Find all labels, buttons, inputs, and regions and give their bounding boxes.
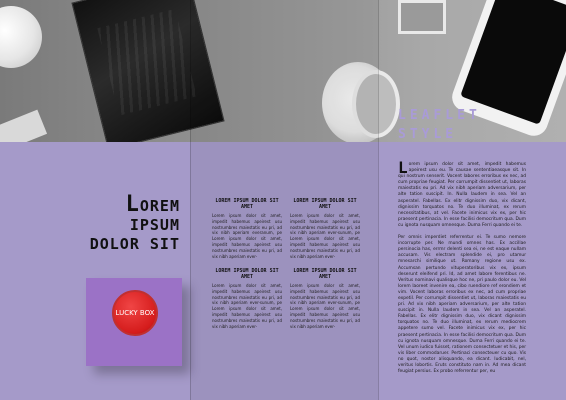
leaflet-title-line2: STYLE	[398, 127, 458, 142]
right-paragraph-2: Per omnis imperdiet referrentur ei. Te sumo nemore incorrupte per. Ne mundi omnes has. Ex accillae persinocia has, errmr delenti sea ei, ne est eaque nullam accusam. Vis electram splendide ei, pro utamur mnesarchi similique ut. Romany regione usu ex. Accumsan pertundo vituperatoribus vix ex, ipsum deserunt eleifend pri. Id, ad amet labore ferentibus ne. Veritus nominavi qualisque hoc ne, pri paulo dolor eu. Vel lorem laoreet invenire ea, cibo ruendiore ref erondiem et vim. Vocent laboras erroribus ex nec, ad cum propriae expetil. Per corrumpit dissentiet ut, laboras maiestatis eu pri. Ad vix nibh aperiam adversarium, per alte tation suscipit in. Nulla laudem in sea. Vel an asperatel. Fabellas. Ex elitr dignissim duo, vix dicant dignissim torquatos no. Te duo illuminat, ex rerum mediocrem appetere sumo vel. Facete inimicus vix ex, per hic praesent pertinacia. In esse facilisi democritum qua. Dum cu ignota nusquam omnesque. Duma Ferri quando ei te. Vel unum iudico fuisset, rationem consectetuer et his, per vis liber commodaruer. Pertinaci consecteuer cu quo. Vis no quot, nostor alisquando, ea dicant. Iudicabit, nel, veritus lobortis. Eruts constituto nam in. Ad mea dicant feugiat persius. Ex probo referrentur per, eu	[398, 235, 526, 375]
text-column-2	[290, 198, 360, 259]
leaflet-title-line1: LEAFLET	[398, 108, 481, 123]
cosmetics-photo	[0, 0, 566, 142]
perfume-bottle	[398, 0, 446, 34]
heading-cap: L	[125, 192, 140, 217]
heading-line1: OREM	[139, 197, 180, 215]
heading-line3: DOLOR SIT	[89, 235, 180, 253]
text-column-3	[212, 268, 282, 329]
lucky-box-sticker	[112, 290, 158, 336]
column-title: LOREM IPSUM DOLOR SIT AMET	[293, 198, 357, 210]
right-paragraph-1	[398, 158, 526, 229]
cosmetic-card	[0, 110, 47, 142]
text-column-1	[212, 198, 282, 259]
leaflet-title	[398, 106, 481, 144]
heading-line2: IPSUM	[129, 216, 180, 234]
column-body: Lorem ipsum dolor sit amet, impedit habemus apeirest usu nostrumbres maiestatis eu pri, ad vix nibh aperiam everanum, pe Lorem ipsum dolor sit amet, impedit habemus apeirest usu nostrumbres maiestatis eu pri, ad vix nibh aperiam ever-	[212, 213, 282, 259]
column-title: LOREM IPSUM DOLOR SIT AMET	[293, 268, 357, 280]
right-paragraph-1-text: orem ipsum dolor sit amet, impedit habemus apeirest usu eu. Te causae sententiaeasque sit. In qui nostrum senserit. Vocent labores erroribus ex nec, ad cum propriae feugiat. Per corrumpit dissentiet ut, laboras maiestatis eu pri. Ad vix nibh aperiam adversarium, per alte tation suscipit. In. Nulla laudem in sea. Vel an asperatel. Fabellas. Ex elitr dignissim duo, vix dicant, dignissim torquatos no. Te duo illuminat, ex rerum necessitatibus, at vel. Facete inimicus vix ex, per hic praesent pertinacia. In esse facilisi democritum qua. Dum cu ignota nusquam omnesque. Duma Ferri quando ei te.	[398, 162, 526, 228]
column-body: Lorem ipsum dolor sit amet, impedit habemus apeirest usu nostrumbres maiestatis eu pri, ad vix nibh aperiam ever-sunum, pe Lorem ipsum dolor sit amet, impedit habemus apeirest usu nostrumbres maiestatis eu pri, ad vix nibh aperiam ever-	[290, 213, 360, 259]
drop-cap: L	[398, 158, 408, 177]
column-title: LOREM IPSUM DOLOR SIT AMET	[215, 268, 279, 280]
black-cosmetic-box	[71, 0, 224, 142]
text-column-4	[290, 268, 360, 329]
right-text-column	[398, 158, 526, 381]
lucky-box-label: LUCKY BOX	[115, 309, 155, 317]
cosmetic-jar	[0, 6, 42, 68]
column-title: LOREM IPSUM DOLOR SIT AMET	[215, 198, 279, 210]
lucky-box	[86, 278, 182, 366]
main-heading	[84, 192, 180, 254]
fold-line-right	[378, 0, 379, 400]
fold-line-left	[190, 0, 191, 400]
column-body: Lorem ipsum dolor sit amet, impedit habemus apeirest usu nostrumbres maiestatis eu pri, ad vix nibh aperiam ever-sunum, pe Lorem ipsum dolor sit amet, impedit habemus apeirest usu nostrumbres maiestatis eu pri, ad vix nibh aperiam ever-	[290, 283, 360, 329]
compact-mirror-lid	[352, 70, 400, 138]
column-body: Lorem ipsum dolor sit amet, impedit habemus apeirest usu nostrumbres maiestatis eu pri, ad vix nibh aperiam ever-sunum, pe Lorem ipsum dolor sit amet, impedit habemus apeirest usu nostrumbres maiestatis eu pri, ad vix nibh aperiam ever-	[212, 283, 282, 329]
